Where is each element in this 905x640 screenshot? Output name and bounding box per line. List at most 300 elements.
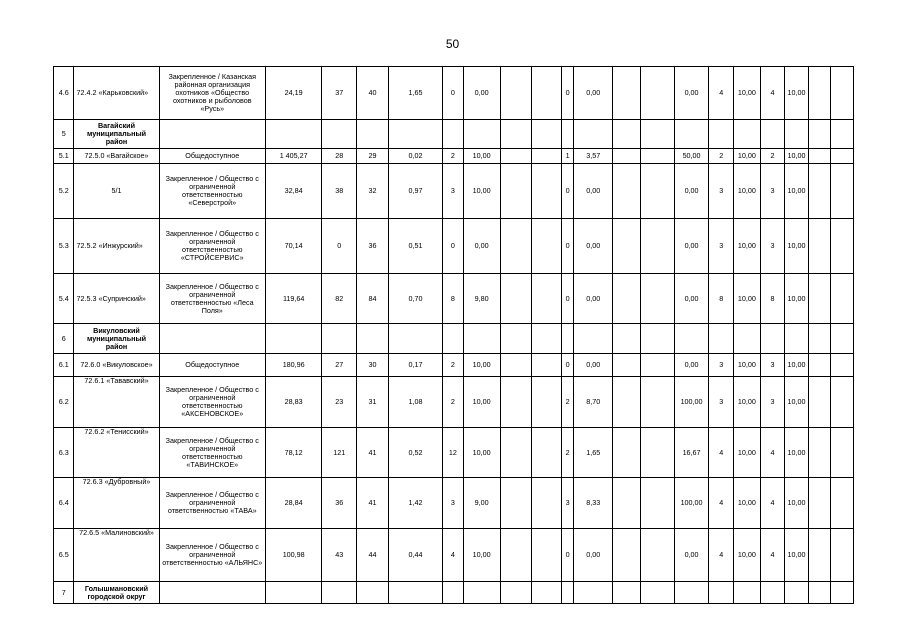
cell-empty: [831, 67, 854, 120]
cell-empty: [808, 67, 831, 120]
cell-name: 72.4.2 «Карьковский»: [74, 67, 159, 120]
cell-c8: 0: [562, 274, 574, 324]
cell-c5: 10,00: [463, 377, 500, 428]
cell-c2: 44: [357, 529, 389, 582]
cell-id: 6.4: [54, 478, 74, 529]
cell-c4: 3: [443, 478, 463, 529]
cell-c10: [613, 324, 641, 354]
cell-c11: [640, 67, 674, 120]
cell-c1: 27: [322, 354, 357, 377]
cell-c8: [562, 582, 574, 604]
cell-c4: [443, 582, 463, 604]
cell-c7: [532, 324, 562, 354]
cell-c7: [532, 377, 562, 428]
cell-empty: [831, 582, 854, 604]
cell-c1: 23: [322, 377, 357, 428]
cell-name: Вагайский муниципальный район: [74, 120, 159, 149]
cell-empty: [831, 478, 854, 529]
cell-c1: [322, 324, 357, 354]
cell-c5: 0,00: [463, 67, 500, 120]
cell-c6: [500, 149, 532, 164]
cell-c5: 10,00: [463, 428, 500, 478]
cell-c13: 4: [709, 428, 734, 478]
cell-c3: 1,65: [388, 67, 442, 120]
cell-id: 5.4: [54, 274, 74, 324]
cell-c5: 0,00: [463, 219, 500, 274]
cell-c10: [613, 164, 641, 219]
cell-c9: 8,33: [574, 478, 613, 529]
cell-owner: Закрепленное / Общество с ограниченной ответственностью «АКСЕНОВСКОЕ»: [159, 377, 266, 428]
cell-c12: 0,00: [674, 219, 709, 274]
cell-empty: [808, 354, 831, 377]
cell-c11: [640, 120, 674, 149]
cell-c14: [734, 582, 761, 604]
cell-c9: [574, 120, 613, 149]
cell-area: 32,84: [266, 164, 322, 219]
cell-c9: 0,00: [574, 354, 613, 377]
cell-c15: 3: [760, 164, 785, 219]
cell-name: 72.6.5 «Малиновский»: [74, 529, 159, 582]
cell-c6: [500, 67, 532, 120]
cell-c4: 12: [443, 428, 463, 478]
cell-empty: [831, 120, 854, 149]
cell-empty: [808, 428, 831, 478]
cell-area: 100,98: [266, 529, 322, 582]
cell-c2: [357, 120, 389, 149]
cell-c1: 43: [322, 529, 357, 582]
cell-c11: [640, 478, 674, 529]
cell-empty: [831, 219, 854, 274]
cell-id: 6.5: [54, 529, 74, 582]
cell-c15: [760, 324, 785, 354]
cell-empty: [808, 219, 831, 274]
cell-empty: [831, 324, 854, 354]
cell-c3: 0,52: [388, 428, 442, 478]
cell-c2: 41: [357, 428, 389, 478]
cell-c13: 4: [709, 67, 734, 120]
cell-c15: 3: [760, 219, 785, 274]
cell-name: 72.5.0 «Вагайское»: [74, 149, 159, 164]
cell-c9: 8,70: [574, 377, 613, 428]
cell-c13: 4: [709, 529, 734, 582]
cell-c2: 36: [357, 219, 389, 274]
cell-c6: [500, 120, 532, 149]
cell-owner: Общедоступное: [159, 354, 266, 377]
cell-c1: [322, 582, 357, 604]
cell-c7: [532, 529, 562, 582]
cell-c12: 100,00: [674, 377, 709, 428]
cell-owner: Закрепленное / Казанская районная организация охотников «Общество охотников и рыболовов «Русь»: [159, 67, 266, 120]
cell-c1: 37: [322, 67, 357, 120]
cell-c8: 2: [562, 428, 574, 478]
cell-area: 78,12: [266, 428, 322, 478]
cell-c14: 10,00: [734, 149, 761, 164]
cell-area: 28,83: [266, 377, 322, 428]
cell-c2: 32: [357, 164, 389, 219]
cell-c14: [734, 120, 761, 149]
cell-id: 5.3: [54, 219, 74, 274]
cell-name: 72.6.2 «Тенисский»: [74, 428, 159, 478]
cell-c6: [500, 529, 532, 582]
cell-c13: 2: [709, 149, 734, 164]
cell-c10: [613, 219, 641, 274]
cell-name: 72.6.1 «Тававский»: [74, 377, 159, 428]
cell-empty: [831, 354, 854, 377]
cell-c3: [388, 324, 442, 354]
cell-c14: 10,00: [734, 274, 761, 324]
cell-owner: [159, 582, 266, 604]
cell-c12: 16,67: [674, 428, 709, 478]
cell-c6: [500, 377, 532, 428]
cell-empty: [831, 529, 854, 582]
table-row: [54, 377, 854, 428]
cell-c6: [500, 274, 532, 324]
cell-c5: 10,00: [463, 529, 500, 582]
cell-c6: [500, 219, 532, 274]
cell-owner: Закрепленное / Общество с ограниченной ответственностью «АЛЬЯНС»: [159, 529, 266, 582]
cell-c11: [640, 164, 674, 219]
cell-name: 72.6.3 «Дубровный»: [74, 478, 159, 529]
cell-c6: [500, 478, 532, 529]
cell-owner: [159, 324, 266, 354]
cell-name: 72.6.0 «Викуловское»: [74, 354, 159, 377]
cell-c15: 4: [760, 529, 785, 582]
cell-c2: 29: [357, 149, 389, 164]
table-row: [54, 149, 854, 164]
cell-id: 4.6: [54, 67, 74, 120]
cell-c3: 0,51: [388, 219, 442, 274]
cell-c14: 10,00: [734, 164, 761, 219]
cell-owner: Закрепленное / Общество с ограниченной ответственностью «ТАВА»: [159, 478, 266, 529]
cell-empty: [808, 478, 831, 529]
cell-c3: 1,08: [388, 377, 442, 428]
cell-c7: [532, 67, 562, 120]
cell-id: 6: [54, 324, 74, 354]
cell-area: 28,84: [266, 478, 322, 529]
cell-area: [266, 120, 322, 149]
cell-c15: 8: [760, 274, 785, 324]
cell-c10: [613, 67, 641, 120]
cell-c12: [674, 120, 709, 149]
cell-c2: 40: [357, 67, 389, 120]
cell-owner: Закрепленное / Общество с ограниченной ответственностью «Северстрой»: [159, 164, 266, 219]
cell-c1: 121: [322, 428, 357, 478]
cell-c10: [613, 478, 641, 529]
cell-c9: 0,00: [574, 529, 613, 582]
cell-id: 6.2: [54, 377, 74, 428]
table-row: [54, 219, 854, 274]
cell-c4: 3: [443, 164, 463, 219]
cell-c13: 3: [709, 164, 734, 219]
table-row: [54, 529, 854, 582]
cell-c3: 0,97: [388, 164, 442, 219]
cell-c12: 0,00: [674, 274, 709, 324]
cell-c16: [785, 582, 809, 604]
cell-c11: [640, 428, 674, 478]
cell-empty: [808, 324, 831, 354]
cell-empty: [808, 120, 831, 149]
cell-c13: 3: [709, 354, 734, 377]
cell-c8: 0: [562, 164, 574, 219]
cell-c11: [640, 582, 674, 604]
cell-empty: [808, 164, 831, 219]
cell-c12: 0,00: [674, 529, 709, 582]
cell-c7: [532, 164, 562, 219]
cell-c11: [640, 149, 674, 164]
cell-c9: 0,00: [574, 67, 613, 120]
cell-c12: 50,00: [674, 149, 709, 164]
cell-id: 5.1: [54, 149, 74, 164]
cell-c8: [562, 120, 574, 149]
cell-empty: [808, 274, 831, 324]
cell-c9: [574, 324, 613, 354]
page-number: 50: [445, 37, 460, 51]
cell-c15: 4: [760, 67, 785, 120]
cell-c13: [709, 324, 734, 354]
cell-c3: [388, 120, 442, 149]
cell-c5: 10,00: [463, 149, 500, 164]
cell-c8: 3: [562, 478, 574, 529]
cell-owner: Общедоступное: [159, 149, 266, 164]
cell-c15: [760, 582, 785, 604]
cell-c13: [709, 120, 734, 149]
cell-c8: 0: [562, 219, 574, 274]
data-table: [53, 66, 854, 604]
cell-c16: [785, 324, 809, 354]
cell-c14: 10,00: [734, 354, 761, 377]
cell-empty: [831, 377, 854, 428]
cell-c2: 31: [357, 377, 389, 428]
cell-area: [266, 324, 322, 354]
cell-c10: [613, 354, 641, 377]
cell-c16: [785, 120, 809, 149]
cell-c8: 0: [562, 529, 574, 582]
cell-c12: [674, 324, 709, 354]
cell-c14: 10,00: [734, 478, 761, 529]
cell-c4: 0: [443, 219, 463, 274]
cell-name: 72.5.2 «Инжурский»: [74, 219, 159, 274]
cell-c15: 4: [760, 428, 785, 478]
cell-area: 180,96: [266, 354, 322, 377]
cell-empty: [831, 274, 854, 324]
cell-c4: [443, 120, 463, 149]
cell-c7: [532, 478, 562, 529]
cell-c3: 0,02: [388, 149, 442, 164]
cell-c2: 30: [357, 354, 389, 377]
cell-c1: 0: [322, 219, 357, 274]
cell-c15: [760, 120, 785, 149]
cell-c4: 4: [443, 529, 463, 582]
cell-c14: 10,00: [734, 67, 761, 120]
cell-c2: 41: [357, 478, 389, 529]
cell-c4: 2: [443, 149, 463, 164]
cell-c2: [357, 324, 389, 354]
cell-c16: 10,00: [785, 377, 809, 428]
cell-c7: [532, 354, 562, 377]
table-row: [54, 478, 854, 529]
cell-c5: 10,00: [463, 354, 500, 377]
cell-id: 5: [54, 120, 74, 149]
table-row: [54, 274, 854, 324]
cell-empty: [808, 582, 831, 604]
cell-empty: [831, 164, 854, 219]
cell-id: 6.1: [54, 354, 74, 377]
cell-c4: 2: [443, 377, 463, 428]
cell-empty: [808, 529, 831, 582]
cell-c6: [500, 354, 532, 377]
cell-c4: 8: [443, 274, 463, 324]
cell-c9: [574, 582, 613, 604]
cell-c13: 4: [709, 478, 734, 529]
cell-id: 5.2: [54, 164, 74, 219]
cell-c11: [640, 529, 674, 582]
cell-c3: 0,17: [388, 354, 442, 377]
cell-c2: [357, 582, 389, 604]
cell-c6: [500, 164, 532, 219]
cell-c9: 0,00: [574, 274, 613, 324]
cell-name: 5/1: [74, 164, 159, 219]
table-row: [54, 120, 854, 149]
cell-c1: 36: [322, 478, 357, 529]
cell-c15: 4: [760, 478, 785, 529]
cell-c5: [463, 582, 500, 604]
cell-c14: [734, 324, 761, 354]
cell-c16: 10,00: [785, 529, 809, 582]
cell-c11: [640, 274, 674, 324]
cell-c14: 10,00: [734, 377, 761, 428]
cell-c7: [532, 428, 562, 478]
cell-c5: [463, 324, 500, 354]
cell-c13: 3: [709, 377, 734, 428]
cell-c1: 82: [322, 274, 357, 324]
table-row: [54, 164, 854, 219]
cell-c16: 10,00: [785, 164, 809, 219]
cell-c12: [674, 582, 709, 604]
cell-c1: 28: [322, 149, 357, 164]
cell-empty: [808, 149, 831, 164]
cell-c11: [640, 324, 674, 354]
cell-c7: [532, 149, 562, 164]
cell-c7: [532, 219, 562, 274]
cell-c15: 3: [760, 377, 785, 428]
cell-c13: 8: [709, 274, 734, 324]
cell-owner: [159, 120, 266, 149]
cell-c16: 10,00: [785, 67, 809, 120]
cell-c8: 0: [562, 354, 574, 377]
cell-name: Викуловский муниципальный район: [74, 324, 159, 354]
cell-c10: [613, 149, 641, 164]
cell-c5: 9,00: [463, 478, 500, 529]
cell-c6: [500, 324, 532, 354]
cell-c7: [532, 120, 562, 149]
cell-c1: [322, 120, 357, 149]
cell-empty: [831, 149, 854, 164]
cell-name: Голышмановский городской округ: [74, 582, 159, 604]
cell-c7: [532, 582, 562, 604]
cell-c3: 1,42: [388, 478, 442, 529]
cell-c3: 0,70: [388, 274, 442, 324]
cell-c5: 10,00: [463, 164, 500, 219]
cell-owner: Закрепленное / Общество с ограниченной ответственностью «СТРОЙСЕРВИС»: [159, 219, 266, 274]
cell-area: 70,14: [266, 219, 322, 274]
cell-c14: 10,00: [734, 529, 761, 582]
cell-c8: [562, 324, 574, 354]
cell-c6: [500, 428, 532, 478]
cell-c5: 9,80: [463, 274, 500, 324]
cell-c16: 10,00: [785, 428, 809, 478]
cell-c14: 10,00: [734, 428, 761, 478]
cell-c7: [532, 274, 562, 324]
cell-c3: [388, 582, 442, 604]
cell-area: 24,19: [266, 67, 322, 120]
cell-c12: 0,00: [674, 67, 709, 120]
cell-c3: 0,44: [388, 529, 442, 582]
cell-c9: 3,57: [574, 149, 613, 164]
cell-c10: [613, 428, 641, 478]
cell-c13: 3: [709, 219, 734, 274]
cell-c12: 100,00: [674, 478, 709, 529]
cell-c15: 3: [760, 354, 785, 377]
cell-c4: 0: [443, 67, 463, 120]
cell-c12: 0,00: [674, 354, 709, 377]
cell-c11: [640, 219, 674, 274]
cell-c4: [443, 324, 463, 354]
cell-empty: [831, 428, 854, 478]
cell-id: 6.3: [54, 428, 74, 478]
table-row: [54, 428, 854, 478]
cell-c12: 0,00: [674, 164, 709, 219]
cell-c16: 10,00: [785, 478, 809, 529]
cell-area: 1 405,27: [266, 149, 322, 164]
cell-c11: [640, 377, 674, 428]
cell-area: 119,64: [266, 274, 322, 324]
cell-c10: [613, 582, 641, 604]
cell-id: 7: [54, 582, 74, 604]
cell-owner: Закрепленное / Общество с ограниченной ответственностью «Леса Поля»: [159, 274, 266, 324]
cell-c8: 0: [562, 67, 574, 120]
table-row: [54, 354, 854, 377]
cell-c16: 10,00: [785, 354, 809, 377]
cell-c9: 0,00: [574, 219, 613, 274]
cell-c15: 2: [760, 149, 785, 164]
cell-c10: [613, 120, 641, 149]
cell-c9: 0,00: [574, 164, 613, 219]
cell-empty: [808, 377, 831, 428]
cell-c10: [613, 529, 641, 582]
cell-c16: 10,00: [785, 274, 809, 324]
cell-c4: 2: [443, 354, 463, 377]
cell-owner: Закрепленное / Общество с ограниченной ответственностью «ТАВИНСКОЕ»: [159, 428, 266, 478]
cell-c1: 38: [322, 164, 357, 219]
cell-c8: 1: [562, 149, 574, 164]
cell-c6: [500, 582, 532, 604]
cell-c5: [463, 120, 500, 149]
cell-c2: 84: [357, 274, 389, 324]
table-row: [54, 324, 854, 354]
table-row: [54, 582, 854, 604]
cell-c16: 10,00: [785, 219, 809, 274]
cell-c13: [709, 582, 734, 604]
cell-c14: 10,00: [734, 219, 761, 274]
cell-area: [266, 582, 322, 604]
cell-name: 72.5.3 «Супринский»: [74, 274, 159, 324]
cell-c16: 10,00: [785, 149, 809, 164]
cell-c8: 2: [562, 377, 574, 428]
cell-c9: 1,65: [574, 428, 613, 478]
cell-c10: [613, 377, 641, 428]
table-row: [54, 67, 854, 120]
cell-c10: [613, 274, 641, 324]
